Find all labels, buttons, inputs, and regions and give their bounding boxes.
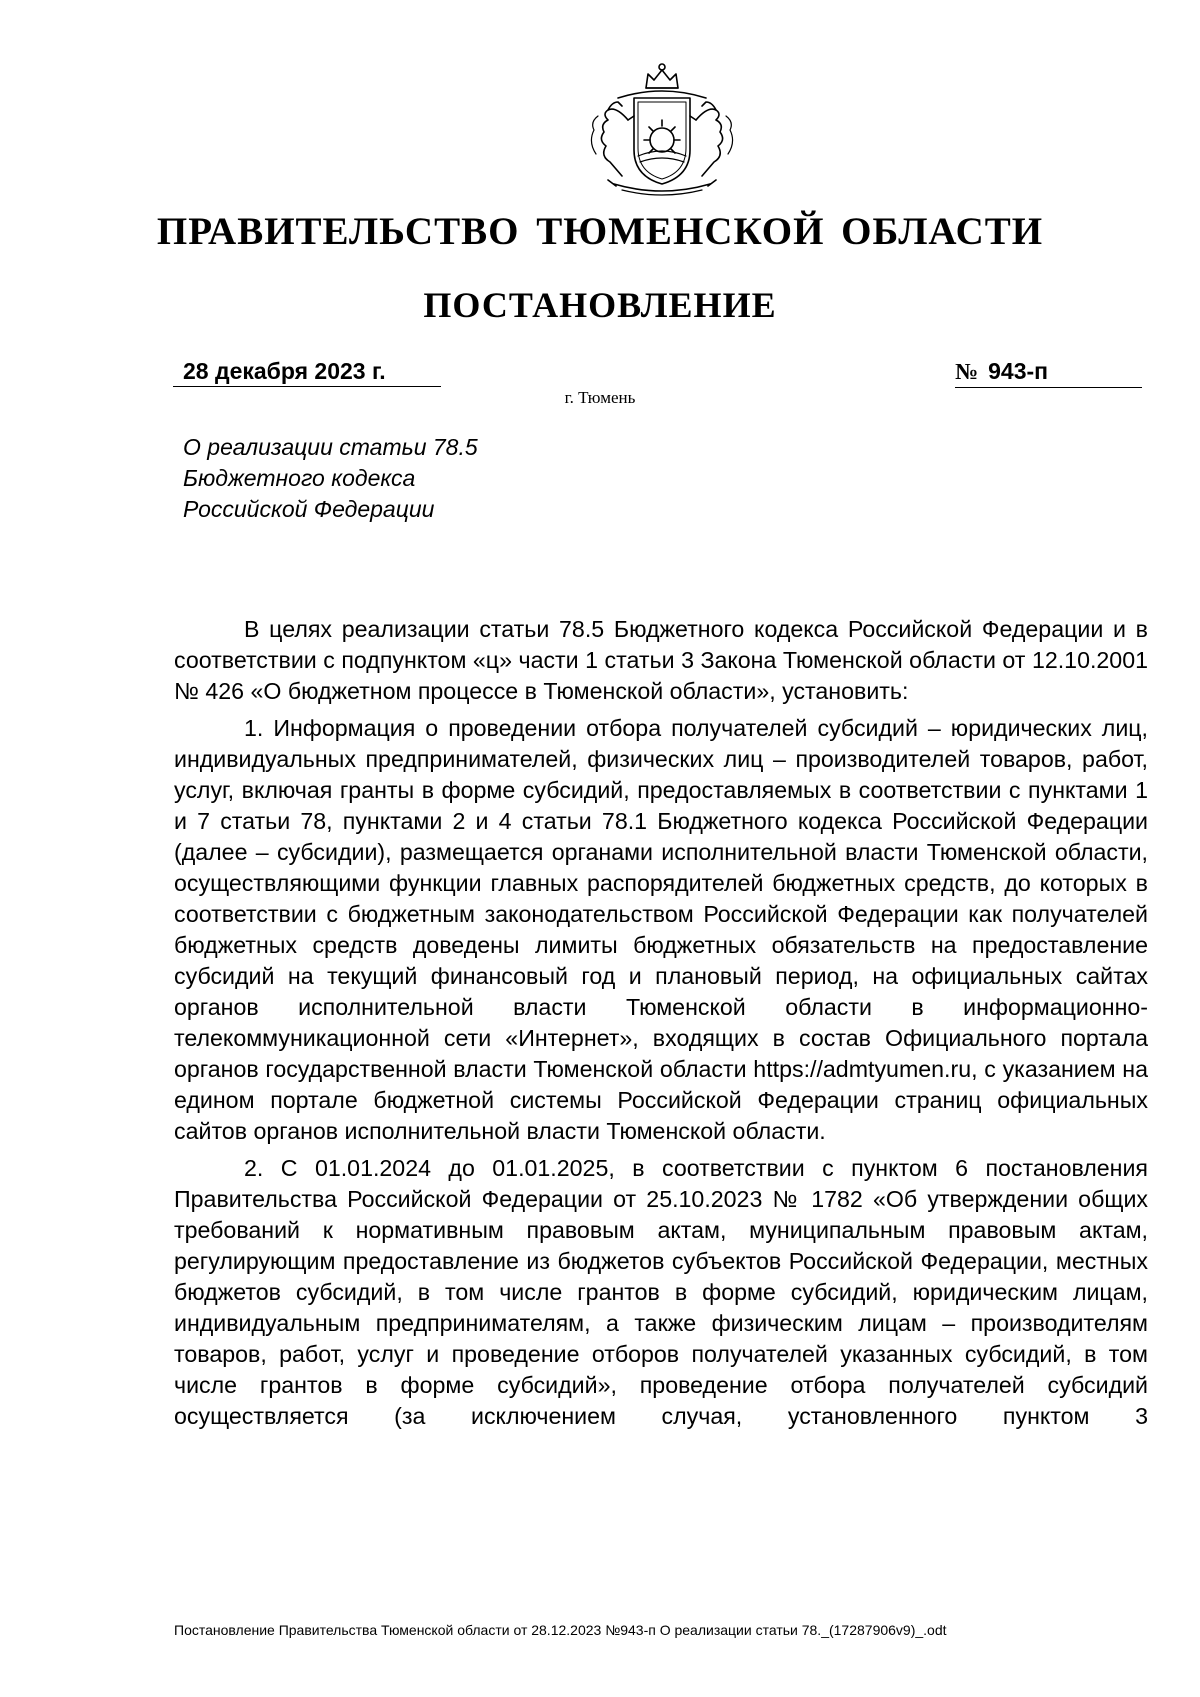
- subject-line: О реализации статьи 78.5: [183, 434, 478, 460]
- organization-title: ПРАВИТЕЛЬСТВО ТЮМЕНСКОЙ ОБЛАСТИ: [156, 210, 1044, 253]
- number-sign: №: [955, 359, 979, 384]
- subject-line: Российской Федерации: [183, 496, 435, 522]
- document-date: 28 декабря 2023 г.: [173, 356, 441, 387]
- body-paragraph-1: 1. Информация о проведении отбора получателей субсидий – юридических лиц, индивидуальных предпринимателей, физических лиц – производителей товаров, работ, услуг, включая гранты в форме субсидий, предоставляемых в соответствии с пунктами 1 и 7 статьи 78, пунктами 2 и 4 статьи 78.1 Бюджетного кодекса Российской Федерации (далее – субсидии), размещается органами исполнительной власти Тюменской области, осуществляющими функции главных распорядителей бюджетных средств, до которых в соответствии с бюджетным законодательством Российской Федерации как получателей бюджетных средств доведены лимиты бюджетных обязательств на предоставление субсидий на текущий финансовый год и плановый период, на официальных сайтах органов исполнительной власти Тюменской области в информационно-телекоммуникационной сети «Интернет», входящих в состав Официального портала органов государственной власти Тюменской области https://admtyumen.ru, с указанием на едином портале бюджетной системы Российской Федерации страниц официальных сайтов органов исполнительной власти Тюменской области.: [174, 715, 1148, 1144]
- body-paragraph-2: 2. С 01.01.2024 до 01.01.2025, в соответствии с пунктом 6 постановления Правительства Российской Федерации от 25.10.2023 № 1782 «Об утверждении общих требований к нормативным правовым актам, муниципальным правовым актам, регулирующим предоставление из бюджетов субъектов Российской Федерации, местных бюджетов субсидий, в том числе грантов в форме субсидий, юридическим лицам, индивидуальным предпринимателям, а также физическим лицам – производителям товаров, работ, услуг и проведение отборов получателей указанных субсидий, в том числе грантов в форме субсидий», проведение отбора получателей субсидий осуществляется (за исключением случая, установленного пунктом 3: [174, 1155, 1148, 1429]
- document-number-field: [955, 356, 1142, 388]
- document-type-title: ПОСТАНОВЛЕНИЕ: [423, 285, 777, 325]
- tyumen-oblast-coat-of-arms-icon: [578, 58, 746, 200]
- file-footer: Постановление Правительства Тюменской области от 28.12.2023 №943-п О реализации статьи 78._(17287906v9)_.odt: [174, 1622, 947, 1638]
- subject-line: Бюджетного кодекса: [183, 465, 416, 491]
- document-subject: [183, 432, 583, 525]
- document-body: [174, 614, 1148, 1432]
- document-number: 943-п: [988, 358, 1049, 384]
- document-city: г. Тюмень: [564, 388, 636, 407]
- preamble-paragraph: В целях реализации статьи 78.5 Бюджетного кодекса Российской Федерации и в соответствии с подпунктом «ц» части 1 статьи 3 Закона Тюменской области от 12.10.2001 № 426 «О бюджетном процессе в Тюменской области», установить:: [174, 616, 1148, 704]
